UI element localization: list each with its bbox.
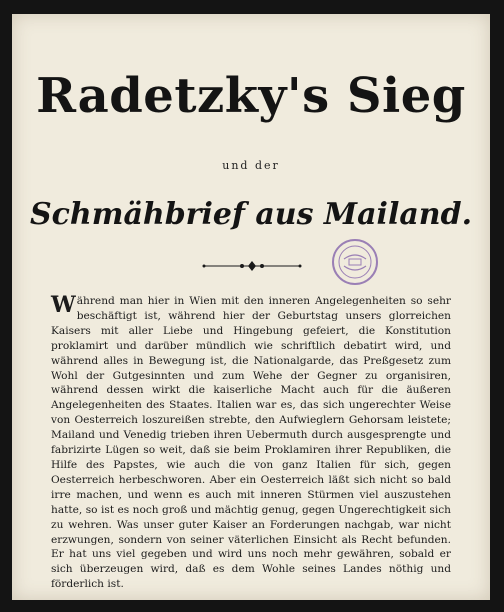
title-conjunction: und der xyxy=(222,159,280,172)
document-subtitle: Schmähbrief aus Mailand. xyxy=(29,197,473,232)
body-paragraph xyxy=(51,294,451,592)
library-stamp-icon xyxy=(330,237,380,287)
document-page xyxy=(12,14,490,600)
document-title: Radetzky's Sieg xyxy=(36,68,466,124)
body-text: ährend man hier in Wien mit den inneren Angelegenheiten so sehr beschäftigt ist, während hier der Geburtstag unsers glorreichen Kaisers mit aller Liebe und Hingebung gefeiert, die Konstitution proklamirt und darüber mündlich wie schriftlich debatirt wird, und während alles in Bewegung ist, die Nationalgarde, das Preßgesetz zum Wohl der Gutgesinnten und zum Wehe der Gegner zu organisiren, während dessen wirkt die kaiserliche Macht auch für die äußeren Angelegenheiten des Staates. Italien war es, das sich ungerechter Weise von Oesterreich loszureißen strebte, den Aufwieglern Gehorsam leistete; Mailand und Venedig trieben ihren Uebermuth durch ausgesprengte und fabrizirte Lügen so weit, daß sie beim Proklamiren ihrer Republiken, die Hilfe des Papstes, wie auch die von ganz Italien für sich, gegen Oesterreich herbeschworen. Aber ein Oesterreich läßt sich nicht so bald irre machen, und wenn es auch mit inneren Stürmen viel auszustehen hatte, so ist es noch groß und mächtig genug, gegen Ungerechtigkeit sich zu wehren. Was unser guter Kaiser an Forderungen nachgab, war nicht erzwungen, sondern von seiner väterlichen Einsicht als Recht befunden. Er hat uns viel gegeben und wird uns noch mehr gewähren, sobald er sich überzeugen wird, daß es dem Wohle seines Landes nöthig und förderlich ist. xyxy=(51,295,451,591)
ornament-divider-icon xyxy=(202,260,302,272)
drop-cap: W xyxy=(51,292,76,318)
